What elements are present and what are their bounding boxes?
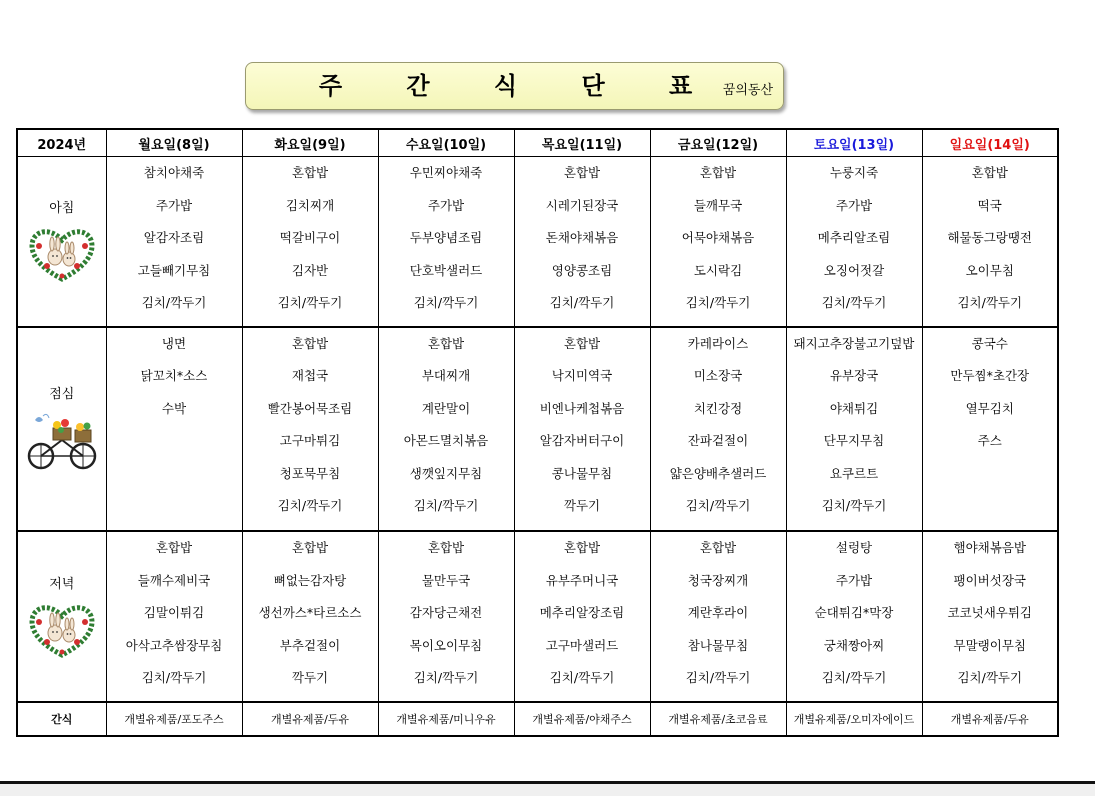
dish-item: 만두찜*초간장 [950,368,1030,384]
dish-item: 냉면 [161,335,187,351]
meal-name: 저녁 [49,576,75,592]
menu-cell [650,327,786,531]
dish-item: 김치/깍두기 [277,498,343,514]
dish-item: 오이무침 [965,262,1014,278]
menu-cell [786,157,922,327]
dish-item: 김치/깍두기 [685,498,751,514]
dish-item: 고구마튀김 [279,433,341,449]
dish-item: 돼지고추장불고기덮밥 [793,335,915,351]
menu-cell [650,157,786,327]
dish-item: 야채튀김 [829,400,879,416]
dish-item: 계란말이 [421,400,471,416]
dish-item: 생깻잎지무침 [409,465,483,481]
dish-item: 혼합밥 [971,165,1008,180]
menu-cell [378,531,514,702]
menu-cell [514,157,650,327]
menu-cell [786,531,922,702]
bunny-wreath-icon [18,600,106,661]
page-title: 주 간 식 단 표 [318,72,721,100]
dish-item: 떡국 [977,197,1002,213]
weekly-menu-table [16,128,1059,737]
dish-item: 유부장국 [829,368,879,384]
dish-item: 햄야채볶음밥 [953,540,1026,556]
dish-item: 깍두기 [563,498,601,514]
meal-name: 점심 [49,386,75,402]
dish-item: 김치/깍두기 [413,295,479,310]
dish-item: 김치/깍두기 [821,295,887,310]
menu-cell [242,157,378,327]
snack-label: 간식 [17,702,106,736]
dish-item: 요쿠르트 [829,465,879,481]
header-row [17,129,1058,157]
dish-item: 잔파겉절이 [687,433,749,449]
day-header: 목요일(11일) [514,129,650,157]
dish-item: 김치/깍두기 [685,295,751,310]
meal-name: 아침 [49,201,75,217]
meal-row [17,531,1058,702]
dish-item: 들깨무국 [693,197,743,213]
menu-cell [106,157,242,327]
snack-item: 개별유제품/초코음료 [650,702,786,736]
dish-item: 단호박샐러드 [409,262,483,278]
dish-item: 비엔나케첩볶음 [539,400,625,416]
meal-row [17,327,1058,531]
menu-cell [922,157,1058,327]
dish-item: 단무지무침 [823,433,885,449]
dish-item: 김치/깍두기 [821,498,887,514]
dish-item: 오징어젓갈 [823,262,885,278]
snack-item: 개별유제품/야채주스 [514,702,650,736]
dish-item: 김치/깍두기 [685,670,751,686]
dish-item: 김자반 [291,262,329,278]
day-header: 수요일(10일) [378,129,514,157]
meal-label-cell [17,327,106,531]
dish-item: 우민찌야채죽 [409,165,483,180]
dish-item: 혼합밥 [563,335,601,351]
dish-item: 주스 [977,433,1002,449]
organization-name: 꿈의동산 [722,83,773,98]
menu-cell [922,531,1058,702]
dish-item: 김치/깍두기 [821,670,887,686]
menu-cell [242,531,378,702]
dish-item: 혼합밥 [427,335,465,351]
meal-row [17,157,1058,327]
dish-item: 부추겉절이 [279,637,341,653]
dish-item: 주가밥 [835,197,873,213]
dish-item: 김치/깍두기 [549,670,615,686]
dish-item: 아몬드멸치볶음 [403,433,489,449]
dish-item: 치킨강정 [693,400,743,416]
dish-item: 부대찌개 [421,368,471,384]
meal-label-cell [17,157,106,327]
dish-item: 시레기된장국 [545,197,619,213]
dish-item: 혼합밥 [699,165,737,180]
dish-item: 돈채야채볶음 [545,230,619,245]
dish-item: 메추리알장조림 [539,605,625,621]
snack-row [17,702,1058,736]
dish-item: 참치야채죽 [143,165,205,180]
menu-cell [922,327,1058,531]
dish-item: 열무김치 [965,400,1014,416]
dish-item: 김치/깍두기 [141,670,207,686]
dish-item: 혼합밥 [699,540,737,556]
menu-cell [378,327,514,531]
day-header-saturday: 토요일(13일) [786,129,922,157]
day-header: 금요일(12일) [650,129,786,157]
dish-item: 알감자조림 [143,230,205,245]
dish-item: 떡갈비구이 [279,230,341,245]
dish-item: 김치/깍두기 [957,670,1023,686]
dish-item: 김치/깍두기 [957,295,1023,310]
day-header: 월요일(8일) [106,129,242,157]
dish-item: 김치/깍두기 [141,295,207,310]
dish-item: 미소장국 [693,368,743,384]
menu-cell [106,531,242,702]
dish-item: 김치/깍두기 [549,295,615,310]
dish-item: 혼합밥 [291,540,329,556]
dish-item: 재첩국 [291,368,329,384]
dish-item: 주가밥 [427,197,465,213]
dish-item: 참나물무침 [687,637,749,653]
dish-item: 유부주머니국 [545,572,619,588]
dish-item: 혼합밥 [563,540,601,556]
year-cell: 2024년 [17,129,106,157]
dish-item: 들깨수제비국 [137,572,211,588]
dish-item: 뼈없는감자탕 [273,572,347,588]
dish-item: 혼합밥 [291,165,329,180]
dish-item: 낙지미역국 [551,368,613,384]
dish-item: 궁채짱아찌 [823,637,885,653]
dish-item: 아삭고추쌈장무침 [125,637,223,653]
day-header-sunday: 일요일(14일) [922,129,1058,157]
menu-cell [786,327,922,531]
dish-item: 누룽지죽 [829,165,879,180]
menu-cell [650,531,786,702]
dish-item: 고구마샐러드 [545,637,619,653]
dish-item: 주가밥 [155,197,193,213]
title-banner [245,62,784,110]
dish-item: 영양콩조림 [551,262,613,278]
dish-item: 계란후라이 [687,605,749,621]
dish-item: 콩나물무침 [551,465,613,481]
dish-item: 닭꼬치*소스 [140,368,208,384]
dish-item: 카레라이스 [687,335,749,351]
dish-item: 코코넛새우튀김 [947,605,1033,621]
dish-item: 청국장찌개 [687,572,749,588]
dish-item: 고들빼기무침 [137,262,211,278]
dish-item: 알감자버터구이 [539,433,625,449]
dish-item: 순대튀김*막장 [814,605,894,621]
dish-item: 혼합밥 [427,540,465,556]
dish-item: 빨간봉어묵조림 [267,400,353,416]
menu-cell [514,531,650,702]
dish-item: 청포묵무침 [279,465,341,481]
dish-item: 얇은양배추샐러드 [669,465,767,481]
dish-item: 메추리알조림 [817,230,891,245]
snack-item: 개별유제품/두유 [242,702,378,736]
dish-item: 설렁탕 [835,540,873,556]
dish-item: 목이오이무침 [409,637,483,653]
dish-item: 무말랭이무침 [953,637,1026,653]
bottom-strip [0,784,1095,796]
dish-item: 생선까스*타르소스 [258,605,362,621]
snack-item: 개별유제품/포도주스 [106,702,242,736]
dish-item: 콩국수 [971,335,1008,351]
flower-bicycle-icon [18,410,106,475]
dish-item: 깍두기 [291,670,329,686]
dish-item: 김치찌개 [285,197,335,213]
dish-item: 김말이튀김 [143,605,205,621]
snack-item: 개별유제품/미니우유 [378,702,514,736]
day-header: 화요일(9일) [242,129,378,157]
dish-item: 혼합밥 [291,335,329,351]
snack-item: 개별유제품/두유 [922,702,1058,736]
dish-item: 김치/깍두기 [413,670,479,686]
dish-item: 도시락김 [693,262,743,278]
dish-item: 김치/깍두기 [413,498,479,514]
dish-item: 김치/깍두기 [277,295,343,310]
dish-item: 혼합밥 [563,165,601,180]
bunny-wreath-icon [18,224,106,285]
menu-cell [242,327,378,531]
meal-label-cell [17,531,106,702]
snack-item: 개별유제품/오미자에이드 [786,702,922,736]
menu-cell [378,157,514,327]
menu-cell [106,327,242,531]
dish-item: 주가밥 [835,572,873,588]
dish-item: 해물동그랑땡전 [947,230,1033,245]
menu-cell [514,327,650,531]
dish-item: 혼합밥 [155,540,193,556]
dish-item: 팽이버섯장국 [953,572,1026,588]
dish-item: 수박 [161,400,187,416]
dish-item: 감자당근채전 [409,605,483,621]
dish-item: 어묵야채볶음 [681,230,755,245]
dish-item: 물만두국 [421,572,471,588]
dish-item: 두부양념조림 [409,230,483,245]
